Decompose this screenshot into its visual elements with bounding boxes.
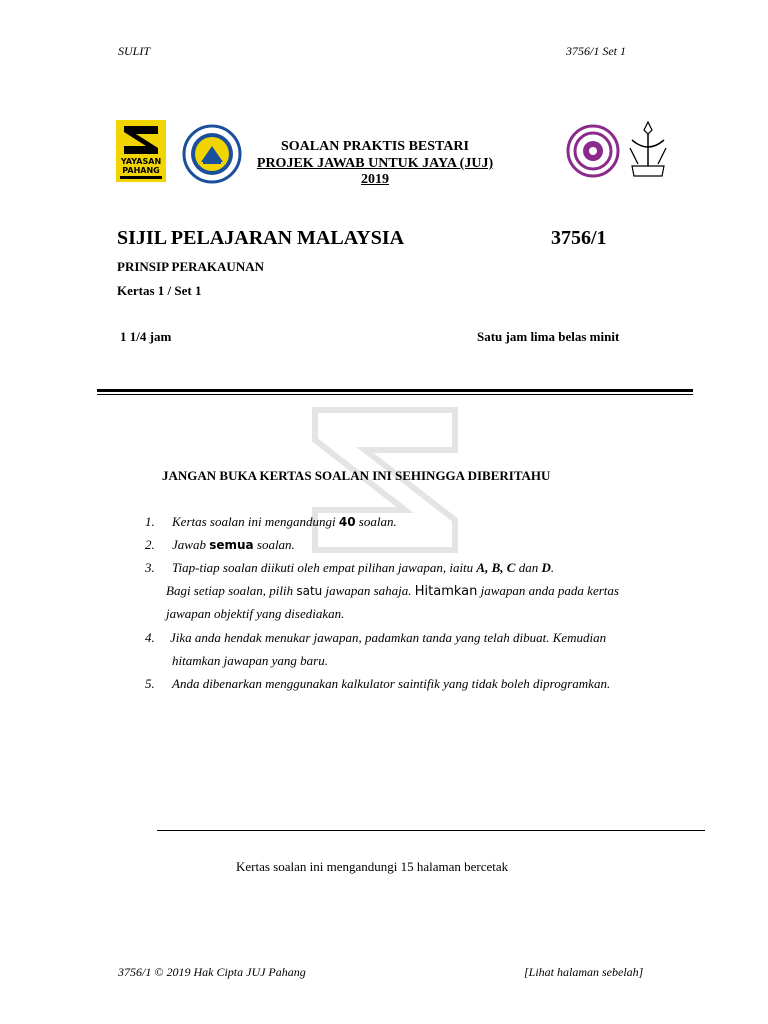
duration-words: Satu jam lima belas minit	[477, 329, 620, 344]
pages-note: Kertas soalan ini mengandungi 15 halaman bercetak	[236, 859, 509, 874]
svg-text:YAYASAN: YAYASAN	[120, 157, 162, 166]
instruction-3-line2: Bagi setiap soalan, pilih satu jawapan sahaja. Hitamkan jawapan anda pada kertas	[166, 583, 619, 599]
title-line2: PROJEK JAWAB UNTUK JAYA (JUJ) 2019	[256, 156, 494, 187]
footer-right: [Lihat halaman sebelah]	[524, 965, 644, 979]
instruction-number: 5.	[145, 676, 155, 691]
instruction-3-line3: jawapan objektif yang disediakan.	[166, 606, 345, 621]
footer-left: 3756/1 © 2019 Hak Cipta JUJ Pahang	[118, 965, 306, 979]
instruction-5: Anda dibenarkan menggunakan kalkulator saintifik yang tidak boleh diprogramkan.	[172, 676, 611, 691]
divider-thick	[97, 389, 693, 392]
instruction-number: 1.	[145, 514, 155, 529]
header-right: 3756/1 Set 1	[566, 44, 626, 58]
instruction-number: 2.	[145, 537, 155, 552]
purple-seal-logo	[566, 124, 620, 178]
instruction-3: Tiap-tiap soalan diikuti oleh empat pilihan jawapan, iaitu A, B, C dan D.	[172, 560, 555, 575]
exam-code: 3756/1	[551, 227, 607, 249]
title-line1: SOALAN PRAKTIS BESTARI	[280, 139, 469, 154]
duration: 1 1/4 jam	[120, 329, 172, 344]
state-crest-logo	[624, 120, 672, 182]
instruction-4: Jika anda hendak menukar jawapan, padamkan tanda yang telah dibuat. Kemudian	[170, 630, 607, 645]
paper-label: Kertas 1 / Set 1	[117, 283, 202, 298]
yayasan-pahang-logo	[116, 120, 166, 182]
subject: PRINSIP PERAKAUNAN	[117, 259, 264, 274]
instruction-number: 3.	[145, 560, 155, 575]
instruction-number: 4.	[145, 630, 155, 645]
instruction-1: Kertas soalan ini mengandungi 40 soalan.	[172, 514, 397, 529]
instruction-2: Jawab semua soalan.	[172, 537, 295, 552]
exam-name: SIJIL PELAJARAN MALAYSIA	[117, 227, 405, 249]
kpm-logo	[181, 124, 243, 184]
header-left: SULIT	[118, 44, 151, 58]
warning-notice: JANGAN BUKA KERTAS SOALAN INI SEHINGGA DIBERITAHU	[162, 468, 551, 483]
divider-bottom	[157, 830, 705, 831]
divider-thin	[97, 394, 693, 395]
svg-text:PAHANG: PAHANG	[122, 166, 160, 175]
instruction-4-line2: hitamkan jawapan yang baru.	[172, 653, 328, 668]
